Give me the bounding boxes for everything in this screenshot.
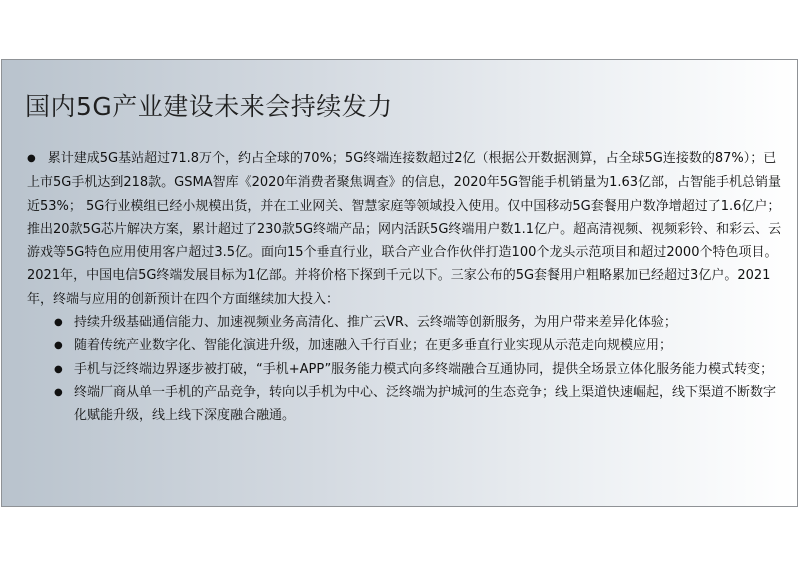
bullet-dot-icon: ●: [54, 386, 63, 398]
list-item: [54, 334, 782, 357]
sub-item-text: 持续升级基础通信能力、加速视频业务高清化、推广云VR、云终端等创新服务，为用户带来差异化体验；: [74, 315, 677, 331]
list-item: [54, 381, 782, 428]
main-bullet-paragraph: [27, 147, 782, 311]
bullet-dot-icon: ●: [54, 340, 63, 352]
sub-item-text: 随着传统产业数字化、智能化演进升级，加速融入千行百业；在更多垂直行业实现从示范走向规模应用；: [74, 338, 673, 354]
sub-item-text: 终端厂商从单一手机的产品竞争，转向以手机为中心、泛终端为护城河的生态竞争；线上渠道快速崛起，线下渠道不断数字化赋能升级，线上线下深度融合融通。: [74, 384, 777, 424]
slide-title: 国内5G产业建设未来会持续发力: [25, 92, 393, 121]
list-item: [54, 358, 782, 381]
slide-panel: [1, 59, 798, 507]
bullet-dot-icon: ●: [54, 317, 63, 329]
sub-item-text: 手机与泛终端边界逐步被打破，“手机+APP”服务能力模式向多终端融合互通协同，提供全场景立体化服务能力模式转变；: [74, 361, 774, 377]
bullet-dot-icon: ●: [54, 363, 63, 375]
main-bullet-text: 累计建成5G基站超过71.8万个，约占全球的70%；5G终端连接数超过2亿（根据公开数据测算，占全球5G连接数的87%）；已上市5G手机达到218款。GSMA智库《2020年消费者聚焦调查》的信息，2020年5G智能手机销量为1.63亿部，占智能手机总销量近53%； 5G行业模组已经小规模出货，并在工业网关、智慧家庭等领域投入使用。仅中国移动5G套餐用户数净增超过了1.6亿户；推出20款5G芯片解决方案，累计超过了230款5G终端产品；网内活跃5G终端用户数1.1亿户。超高清视频、视频彩铃、和彩云、云游戏等5G特色应用使用客户超过3.5亿。面向15个垂直行业，联合产业合作伙伴打造100个龙头示范项目和超过2000个特色项目。 2021年，中国电信5G终端发展目标为1亿部。并将价格下探到千元以下。三家公布的5G套餐用户粗略累加已经超过3亿户。2021年，终端与应用的创新预计在四个方面继续加大投入：: [27, 151, 782, 307]
list-item: [54, 311, 782, 334]
sub-bullet-list: [27, 311, 782, 427]
slide-body: [27, 147, 782, 428]
